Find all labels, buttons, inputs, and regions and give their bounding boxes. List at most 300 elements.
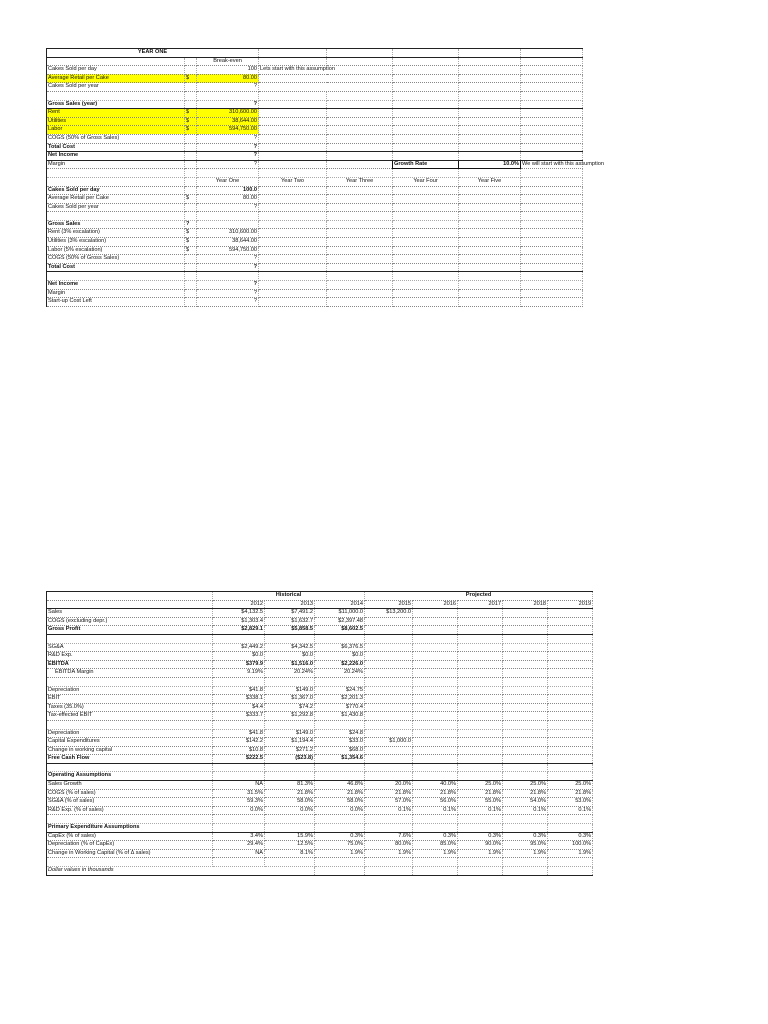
- value-cell[interactable]: $13,200.0: [365, 609, 413, 618]
- cell[interactable]: [459, 117, 521, 126]
- cell[interactable]: [393, 117, 459, 126]
- value-cell[interactable]: $24.75: [315, 686, 365, 695]
- cell[interactable]: $: [185, 117, 197, 126]
- cell[interactable]: [393, 83, 459, 92]
- value-cell[interactable]: 21.8%: [458, 789, 503, 798]
- cell[interactable]: [197, 212, 259, 221]
- value-cell[interactable]: $333.7: [213, 712, 265, 721]
- value-cell[interactable]: 8.1%: [265, 849, 315, 858]
- cell[interactable]: [458, 867, 503, 876]
- row-label[interactable]: COGS (50% of Gross Sales): [47, 255, 185, 264]
- cell[interactable]: [47, 592, 213, 601]
- cell[interactable]: [213, 763, 265, 772]
- value-cell[interactable]: 594,750.00: [197, 126, 259, 135]
- cell[interactable]: [503, 815, 548, 824]
- value-cell[interactable]: [503, 746, 548, 755]
- cell[interactable]: [185, 91, 197, 100]
- value-cell[interactable]: 25.0%: [458, 781, 503, 790]
- cell[interactable]: [459, 100, 521, 109]
- cell[interactable]: [459, 74, 521, 83]
- row-label[interactable]: Average Retail per Cake: [47, 74, 185, 83]
- cell[interactable]: [521, 220, 583, 229]
- value-cell[interactable]: 54.0%: [503, 798, 548, 807]
- cell[interactable]: $: [185, 109, 197, 118]
- value-cell[interactable]: 15.9%: [265, 832, 315, 841]
- value-cell[interactable]: [265, 824, 315, 833]
- value-cell[interactable]: 1.9%: [548, 849, 593, 858]
- row-label[interactable]: Net Income: [47, 281, 185, 290]
- value-cell[interactable]: [548, 609, 593, 618]
- value-cell[interactable]: NA: [213, 849, 265, 858]
- cell[interactable]: [327, 263, 393, 272]
- cell[interactable]: [185, 66, 197, 75]
- value-cell[interactable]: 100.0: [197, 186, 259, 195]
- value-cell[interactable]: $1,194.4: [265, 738, 315, 747]
- row-label[interactable]: Depreciation: [47, 729, 213, 738]
- cell[interactable]: [459, 169, 521, 178]
- cell[interactable]: [521, 49, 583, 58]
- cell[interactable]: [327, 289, 393, 298]
- cell[interactable]: [197, 91, 259, 100]
- value-cell[interactable]: 0.0%: [213, 806, 265, 815]
- value-cell[interactable]: 1.9%: [413, 849, 458, 858]
- cell[interactable]: [459, 212, 521, 221]
- value-cell[interactable]: $4,132.5: [213, 609, 265, 618]
- value-cell[interactable]: [548, 772, 593, 781]
- cell[interactable]: [185, 143, 197, 152]
- cell[interactable]: [265, 677, 315, 686]
- value-cell[interactable]: 0.1%: [503, 806, 548, 815]
- cell[interactable]: [265, 858, 315, 867]
- cell[interactable]: [185, 152, 197, 161]
- value-cell[interactable]: 29.4%: [213, 841, 265, 850]
- cell[interactable]: [393, 212, 459, 221]
- value-cell[interactable]: [503, 609, 548, 618]
- year-header[interactable]: Year Three: [327, 177, 393, 186]
- value-cell[interactable]: 1.9%: [315, 849, 365, 858]
- value-cell[interactable]: $74.2: [265, 703, 315, 712]
- row-label[interactable]: Net Income: [47, 152, 185, 161]
- cell[interactable]: [521, 152, 583, 161]
- row-label[interactable]: SG&A (% of sales): [47, 798, 213, 807]
- value-cell[interactable]: $0.0: [315, 652, 365, 661]
- value-cell[interactable]: [315, 824, 365, 833]
- row-label[interactable]: Capital Expenditures: [47, 738, 213, 747]
- value-cell[interactable]: [413, 609, 458, 618]
- row-label[interactable]: Cakes Sold per day: [47, 66, 185, 75]
- cell[interactable]: [259, 169, 327, 178]
- cell[interactable]: [213, 815, 265, 824]
- cell[interactable]: [503, 677, 548, 686]
- value-cell[interactable]: [503, 729, 548, 738]
- cell[interactable]: [185, 263, 197, 272]
- cell[interactable]: [259, 212, 327, 221]
- cell[interactable]: [185, 57, 197, 66]
- value-cell[interactable]: $222.5: [213, 755, 265, 764]
- cell[interactable]: [47, 212, 185, 221]
- cell[interactable]: [327, 281, 393, 290]
- cell[interactable]: [459, 186, 521, 195]
- cell[interactable]: [459, 220, 521, 229]
- cell[interactable]: [185, 272, 197, 281]
- value-cell[interactable]: 20.24%: [265, 669, 315, 678]
- value-cell[interactable]: $68.0: [315, 746, 365, 755]
- row-label[interactable]: Rent (3% escalation): [47, 229, 185, 238]
- cell[interactable]: [459, 298, 521, 307]
- cell[interactable]: [459, 246, 521, 255]
- breakeven-label[interactable]: Break-even: [197, 57, 259, 66]
- cell[interactable]: [259, 203, 327, 212]
- cell[interactable]: [259, 109, 327, 118]
- value-cell[interactable]: 95.0%: [503, 841, 548, 850]
- cell[interactable]: [503, 634, 548, 643]
- value-cell[interactable]: 59.3%: [213, 798, 265, 807]
- cell[interactable]: [521, 229, 583, 238]
- year-header[interactable]: 2019: [548, 600, 593, 609]
- growth-rate-value[interactable]: 10.0%: [459, 160, 521, 169]
- value-cell[interactable]: 80.00: [197, 195, 259, 204]
- cell[interactable]: [458, 763, 503, 772]
- row-label[interactable]: Total Cost: [47, 143, 185, 152]
- year-header[interactable]: 2018: [503, 600, 548, 609]
- cell[interactable]: [521, 100, 583, 109]
- cell[interactable]: [413, 815, 458, 824]
- cell[interactable]: [548, 858, 593, 867]
- value-cell[interactable]: [197, 220, 259, 229]
- row-label[interactable]: Tax-effected EBIT: [47, 712, 213, 721]
- year-header[interactable]: Year One: [197, 177, 259, 186]
- value-cell[interactable]: [458, 686, 503, 695]
- value-cell[interactable]: [458, 669, 503, 678]
- cell[interactable]: [393, 57, 459, 66]
- value-cell[interactable]: 21.8%: [548, 789, 593, 798]
- cell[interactable]: [185, 289, 197, 298]
- cell[interactable]: [213, 677, 265, 686]
- cell[interactable]: [47, 57, 185, 66]
- value-cell[interactable]: $1,354.6: [315, 755, 365, 764]
- value-cell[interactable]: $149.0: [265, 686, 315, 695]
- row-label[interactable]: Rent: [47, 109, 185, 118]
- value-cell[interactable]: [458, 660, 503, 669]
- cell[interactable]: [365, 867, 413, 876]
- cell[interactable]: [393, 186, 459, 195]
- value-cell[interactable]: $770.4: [315, 703, 365, 712]
- cell[interactable]: [185, 212, 197, 221]
- value-cell[interactable]: ?: [197, 281, 259, 290]
- note-cell[interactable]: [259, 83, 393, 92]
- cell[interactable]: [47, 720, 213, 729]
- cell[interactable]: [327, 109, 393, 118]
- cell[interactable]: [185, 186, 197, 195]
- value-cell[interactable]: $1,292.8: [265, 712, 315, 721]
- cell[interactable]: [259, 289, 327, 298]
- value-cell[interactable]: 20.24%: [315, 669, 365, 678]
- value-cell[interactable]: [548, 695, 593, 704]
- value-cell[interactable]: [458, 738, 503, 747]
- cell[interactable]: [413, 634, 458, 643]
- cell[interactable]: [185, 134, 197, 143]
- cell[interactable]: [259, 246, 327, 255]
- cell[interactable]: [521, 134, 583, 143]
- cell[interactable]: [365, 677, 413, 686]
- cell[interactable]: [327, 49, 393, 58]
- value-cell[interactable]: 1.9%: [503, 849, 548, 858]
- value-cell[interactable]: [548, 712, 593, 721]
- cell[interactable]: [327, 169, 393, 178]
- row-label[interactable]: Sales: [47, 609, 213, 618]
- value-cell[interactable]: [503, 695, 548, 704]
- year-header[interactable]: Year Five: [459, 177, 521, 186]
- cell[interactable]: [259, 263, 327, 272]
- value-cell[interactable]: 1.9%: [365, 849, 413, 858]
- cell[interactable]: [393, 238, 459, 247]
- cell[interactable]: [265, 815, 315, 824]
- cell[interactable]: [327, 246, 393, 255]
- cell[interactable]: [548, 763, 593, 772]
- row-label[interactable]: EBITDA Margin: [47, 669, 213, 678]
- cell[interactable]: [459, 229, 521, 238]
- cell[interactable]: [521, 263, 583, 272]
- value-cell[interactable]: [548, 703, 593, 712]
- cell[interactable]: [503, 858, 548, 867]
- value-cell[interactable]: [458, 617, 503, 626]
- cell[interactable]: [259, 160, 327, 169]
- value-cell[interactable]: $2,449.2: [213, 643, 265, 652]
- value-cell[interactable]: ?: [197, 143, 259, 152]
- cell[interactable]: [185, 169, 197, 178]
- cell[interactable]: [413, 867, 458, 876]
- value-cell[interactable]: 21.8%: [503, 789, 548, 798]
- value-cell[interactable]: 58.0%: [315, 798, 365, 807]
- cell[interactable]: [521, 272, 583, 281]
- cell[interactable]: [259, 255, 327, 264]
- value-cell[interactable]: 594,750.00: [197, 246, 259, 255]
- cell[interactable]: [503, 720, 548, 729]
- value-cell[interactable]: 21.8%: [265, 789, 315, 798]
- value-cell[interactable]: [503, 660, 548, 669]
- cell[interactable]: [393, 263, 459, 272]
- value-cell[interactable]: 31.5%: [213, 789, 265, 798]
- value-cell[interactable]: 55.0%: [458, 798, 503, 807]
- value-cell[interactable]: [413, 660, 458, 669]
- cell[interactable]: [459, 281, 521, 290]
- cell[interactable]: [521, 195, 583, 204]
- value-cell[interactable]: [365, 695, 413, 704]
- cell[interactable]: [459, 57, 521, 66]
- value-cell[interactable]: [503, 617, 548, 626]
- cell[interactable]: [259, 298, 327, 307]
- value-cell[interactable]: [548, 660, 593, 669]
- cell[interactable]: [521, 57, 583, 66]
- value-cell[interactable]: $41.8: [213, 729, 265, 738]
- value-cell[interactable]: 0.0%: [315, 806, 365, 815]
- cell[interactable]: [185, 177, 197, 186]
- value-cell[interactable]: 21.8%: [413, 789, 458, 798]
- projected-header[interactable]: Projected: [365, 592, 593, 601]
- year-header[interactable]: 2015: [365, 600, 413, 609]
- cell[interactable]: [327, 195, 393, 204]
- cell[interactable]: [459, 238, 521, 247]
- value-cell[interactable]: ?: [197, 298, 259, 307]
- cell[interactable]: [393, 152, 459, 161]
- cell[interactable]: [185, 83, 197, 92]
- value-cell[interactable]: [413, 652, 458, 661]
- value-cell[interactable]: 7.6%: [365, 832, 413, 841]
- cell[interactable]: [393, 143, 459, 152]
- value-cell[interactable]: $338.1: [213, 695, 265, 704]
- cell[interactable]: [521, 117, 583, 126]
- cell[interactable]: [459, 66, 521, 75]
- cell[interactable]: [393, 289, 459, 298]
- value-cell[interactable]: 20.0%: [365, 781, 413, 790]
- cell[interactable]: [459, 255, 521, 264]
- value-cell[interactable]: [365, 703, 413, 712]
- cell[interactable]: [393, 100, 459, 109]
- row-label[interactable]: Start-up Cost Left: [47, 298, 185, 307]
- cell[interactable]: [459, 152, 521, 161]
- year-header[interactable]: 2016: [413, 600, 458, 609]
- value-cell[interactable]: $2,829.1: [213, 626, 265, 635]
- cell[interactable]: [185, 281, 197, 290]
- value-cell[interactable]: [315, 772, 365, 781]
- cell[interactable]: $: [185, 74, 197, 83]
- cell[interactable]: [548, 815, 593, 824]
- cell[interactable]: [259, 238, 327, 247]
- value-cell[interactable]: [458, 824, 503, 833]
- row-label[interactable]: R&D Exp.: [47, 652, 213, 661]
- cell[interactable]: [315, 815, 365, 824]
- value-cell[interactable]: $7,491.2: [265, 609, 315, 618]
- value-cell[interactable]: ?: [197, 152, 259, 161]
- cell[interactable]: [413, 720, 458, 729]
- value-cell[interactable]: ?: [197, 289, 259, 298]
- row-label[interactable]: Free Cash Flow: [47, 755, 213, 764]
- value-cell[interactable]: [413, 772, 458, 781]
- cell[interactable]: [327, 220, 393, 229]
- cell[interactable]: [459, 289, 521, 298]
- cell[interactable]: [365, 634, 413, 643]
- value-cell[interactable]: $6,376.5: [315, 643, 365, 652]
- value-cell[interactable]: [213, 824, 265, 833]
- value-cell[interactable]: $1,430.8: [315, 712, 365, 721]
- value-cell[interactable]: $142.2: [213, 738, 265, 747]
- year-header[interactable]: 2017: [458, 600, 503, 609]
- cell[interactable]: [259, 100, 327, 109]
- value-cell[interactable]: [413, 686, 458, 695]
- cell[interactable]: [197, 169, 259, 178]
- cell[interactable]: [265, 634, 315, 643]
- value-cell[interactable]: $379.9: [213, 660, 265, 669]
- value-cell[interactable]: $10.8: [213, 746, 265, 755]
- sheet-title[interactable]: YEAR ONE: [47, 49, 259, 58]
- value-cell[interactable]: 21.8%: [365, 789, 413, 798]
- cell[interactable]: [393, 195, 459, 204]
- value-cell[interactable]: 0.1%: [548, 806, 593, 815]
- row-label[interactable]: Depreciation (% of CapEx): [47, 841, 213, 850]
- value-cell[interactable]: 80.00: [197, 74, 259, 83]
- row-label[interactable]: Change in working capital: [47, 746, 213, 755]
- cell[interactable]: [327, 143, 393, 152]
- cell[interactable]: [315, 720, 365, 729]
- value-cell[interactable]: ?: [197, 255, 259, 264]
- value-cell[interactable]: 21.8%: [315, 789, 365, 798]
- cell[interactable]: [459, 195, 521, 204]
- row-label[interactable]: Utilities (3% escalation): [47, 238, 185, 247]
- cell[interactable]: [259, 134, 327, 143]
- cell[interactable]: [458, 815, 503, 824]
- value-cell[interactable]: [503, 755, 548, 764]
- value-cell[interactable]: [458, 703, 503, 712]
- growth-note[interactable]: We will start with this assumption: [521, 160, 583, 169]
- value-cell[interactable]: [458, 712, 503, 721]
- value-cell[interactable]: [503, 626, 548, 635]
- row-label[interactable]: Labor (5% escalation): [47, 246, 185, 255]
- row-label[interactable]: Labor: [47, 126, 185, 135]
- value-cell[interactable]: $1,303.4: [213, 617, 265, 626]
- cell[interactable]: [521, 281, 583, 290]
- value-cell[interactable]: $0.0: [265, 652, 315, 661]
- row-label[interactable]: Change in Working Capital (% of Δ sales): [47, 849, 213, 858]
- cell[interactable]: [259, 49, 327, 58]
- value-cell[interactable]: 25.0%: [548, 781, 593, 790]
- cell[interactable]: [548, 677, 593, 686]
- row-label[interactable]: Margin: [47, 289, 185, 298]
- value-cell[interactable]: 0.3%: [315, 832, 365, 841]
- value-cell[interactable]: [548, 652, 593, 661]
- row-label[interactable]: Cakes Sold per day: [47, 186, 185, 195]
- cell[interactable]: [393, 298, 459, 307]
- value-cell[interactable]: [365, 755, 413, 764]
- note-cell[interactable]: [259, 74, 393, 83]
- cell[interactable]: [47, 634, 213, 643]
- value-cell[interactable]: 90.0%: [458, 841, 503, 850]
- value-cell[interactable]: [548, 824, 593, 833]
- cell[interactable]: [521, 66, 583, 75]
- value-cell[interactable]: [365, 652, 413, 661]
- value-cell[interactable]: 38,644.00: [197, 238, 259, 247]
- cell[interactable]: [413, 677, 458, 686]
- cell[interactable]: [259, 57, 327, 66]
- value-cell[interactable]: $8,602.5: [315, 626, 365, 635]
- cell[interactable]: [393, 203, 459, 212]
- value-cell[interactable]: ?: [197, 100, 259, 109]
- cell[interactable]: [393, 255, 459, 264]
- cell[interactable]: [265, 720, 315, 729]
- value-cell[interactable]: 12.5%: [265, 841, 315, 850]
- value-cell[interactable]: 0.3%: [548, 832, 593, 841]
- cell[interactable]: [393, 134, 459, 143]
- value-cell[interactable]: ($23.8): [265, 755, 315, 764]
- cell[interactable]: [327, 203, 393, 212]
- row-label[interactable]: Gross Profit: [47, 626, 213, 635]
- cell[interactable]: [327, 100, 393, 109]
- cell[interactable]: ?: [185, 220, 197, 229]
- cell[interactable]: [259, 281, 327, 290]
- cell[interactable]: [315, 634, 365, 643]
- cell[interactable]: [185, 160, 197, 169]
- value-cell[interactable]: [503, 669, 548, 678]
- cell[interactable]: [393, 49, 459, 58]
- cell[interactable]: [47, 600, 213, 609]
- year-header[interactable]: Year Two: [259, 177, 327, 186]
- cell[interactable]: [47, 858, 213, 867]
- row-label[interactable]: EBIT: [47, 695, 213, 704]
- value-cell[interactable]: [413, 824, 458, 833]
- cell[interactable]: $: [185, 238, 197, 247]
- cell[interactable]: $: [185, 126, 197, 135]
- value-cell[interactable]: [548, 755, 593, 764]
- value-cell[interactable]: 53.0%: [548, 798, 593, 807]
